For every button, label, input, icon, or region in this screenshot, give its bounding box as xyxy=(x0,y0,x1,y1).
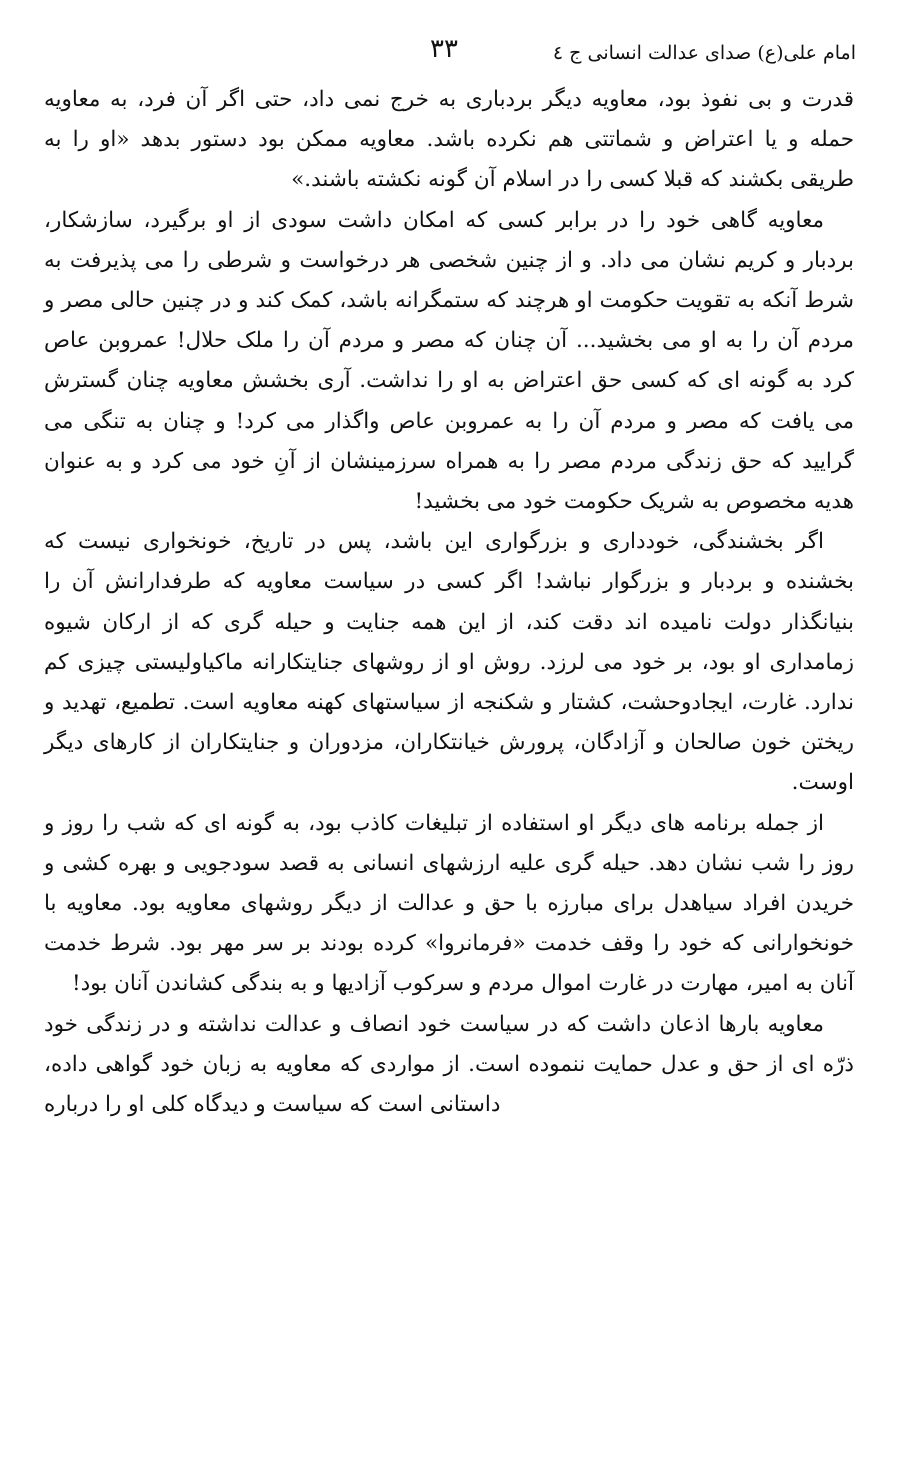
page-number: ٣٣ xyxy=(430,34,458,64)
paragraph-1: قدرت و بی نفوذ بود، معاویه دیگر بردباری به خرج نمی داد، حتی اگر آن فرد، به معاویه حمله و یا اعتراض و شماتتی هم نکرده باشد. معاویه ممکن بود دستور بدهد «او را به طریقی بکشند که قبلا کسی را در اسلام آن گونه نکشته باشند.» xyxy=(44,87,854,193)
paragraph-2: معاویه گاهی خود را در برابر کسی که امکان داشت سودی از او برگیرد، سازشکار، بردبار و کریم نشان می داد. و از چنین شخصی هر درخواست و شرطی را می پذیرفت به شرط آنکه به تقویت حکومت او هرچند که ستمگرانه باشد، کمک کند و در چنین حالی مصر و مردم آن را به او می بخشید... آن چنان که مصر و مردم آن را ملک حلال! عمروبن عاص کرد به گونه ای که کسی حق اعتراض به او را نداشت. آری بخشش معاویه چنان گسترش می یافت که مصر و مردم آن را به عمروبن عاص واگذار می کرد! و چنان به تنگی می گرایید که حق زندگی مردم مصر را به همراه سرزمینشان از آنِ خود می کرد و به عنوان هدیه مخصوص به شریک حکومت خود می بخشید! xyxy=(44,207,854,515)
running-header xyxy=(40,32,856,72)
body-text xyxy=(44,80,854,1125)
paragraph-5: معاویه بارها اذعان داشت که در سیاست خود انصاف و عدالت نداشته و در زندگی خود ذرّه ای از حق و عدل حمایت ننموده است. از مواردی که معاویه به زبان خود گواهی داده، داستانی است که سیاست و دیدگاه کلی او را درباره xyxy=(44,1011,854,1118)
paragraph-3: اگر بخشندگی، خودداری و بزرگواری این باشد، پس در تاریخ، خونخواری نیست که بخشنده و بردبار و بزرگوار نباشد! اگر کسی در سیاست معاویه که طرفدارانش آن را بنیانگذار دولت نامیده اند دقت کند، از این همه جنایت و حیله گری که از ارکان شیوه زمامداری او بود، بر خود می لرزد. روش او از روشهای جنایتکارانه ماکیاولیستی چیزی کم ندارد. غارت، ایجادوحشت، کشتار و شکنجه از سیاستهای کهنه معاویه است. تطمیع، تهدید و ریختن خون صالحان و آزادگان، پرورش خیانتکاران، مزدوران و جنایتکاران از کارهای دیگر اوست. xyxy=(44,529,854,796)
paragraph-4: از جمله برنامه های دیگر او استفاده از تبلیغات کاذب بود، به گونه ای که شب را روز و روز را شب نشان دهد. حیله گری علیه ارزشهای انسانی به قصد سودجویی و بهره کشی و خریدن افراد سیاهدل برای مبارزه با حق و عدالت از دیگر روشهای معاویه بود. معاویه با خونخوارانی که خود را وقف خدمت «فرمانروا» کرده بودند بر سر مهر بود. شرط خدمت آنان به امیر، مهارت در غارت اموال مردم و سرکوب آزادیها و به بندگی کشاندن آنان بود! xyxy=(44,810,854,997)
book-title: امام علی(ع) صدای عدالت انسانی ج ٤ xyxy=(552,42,856,64)
